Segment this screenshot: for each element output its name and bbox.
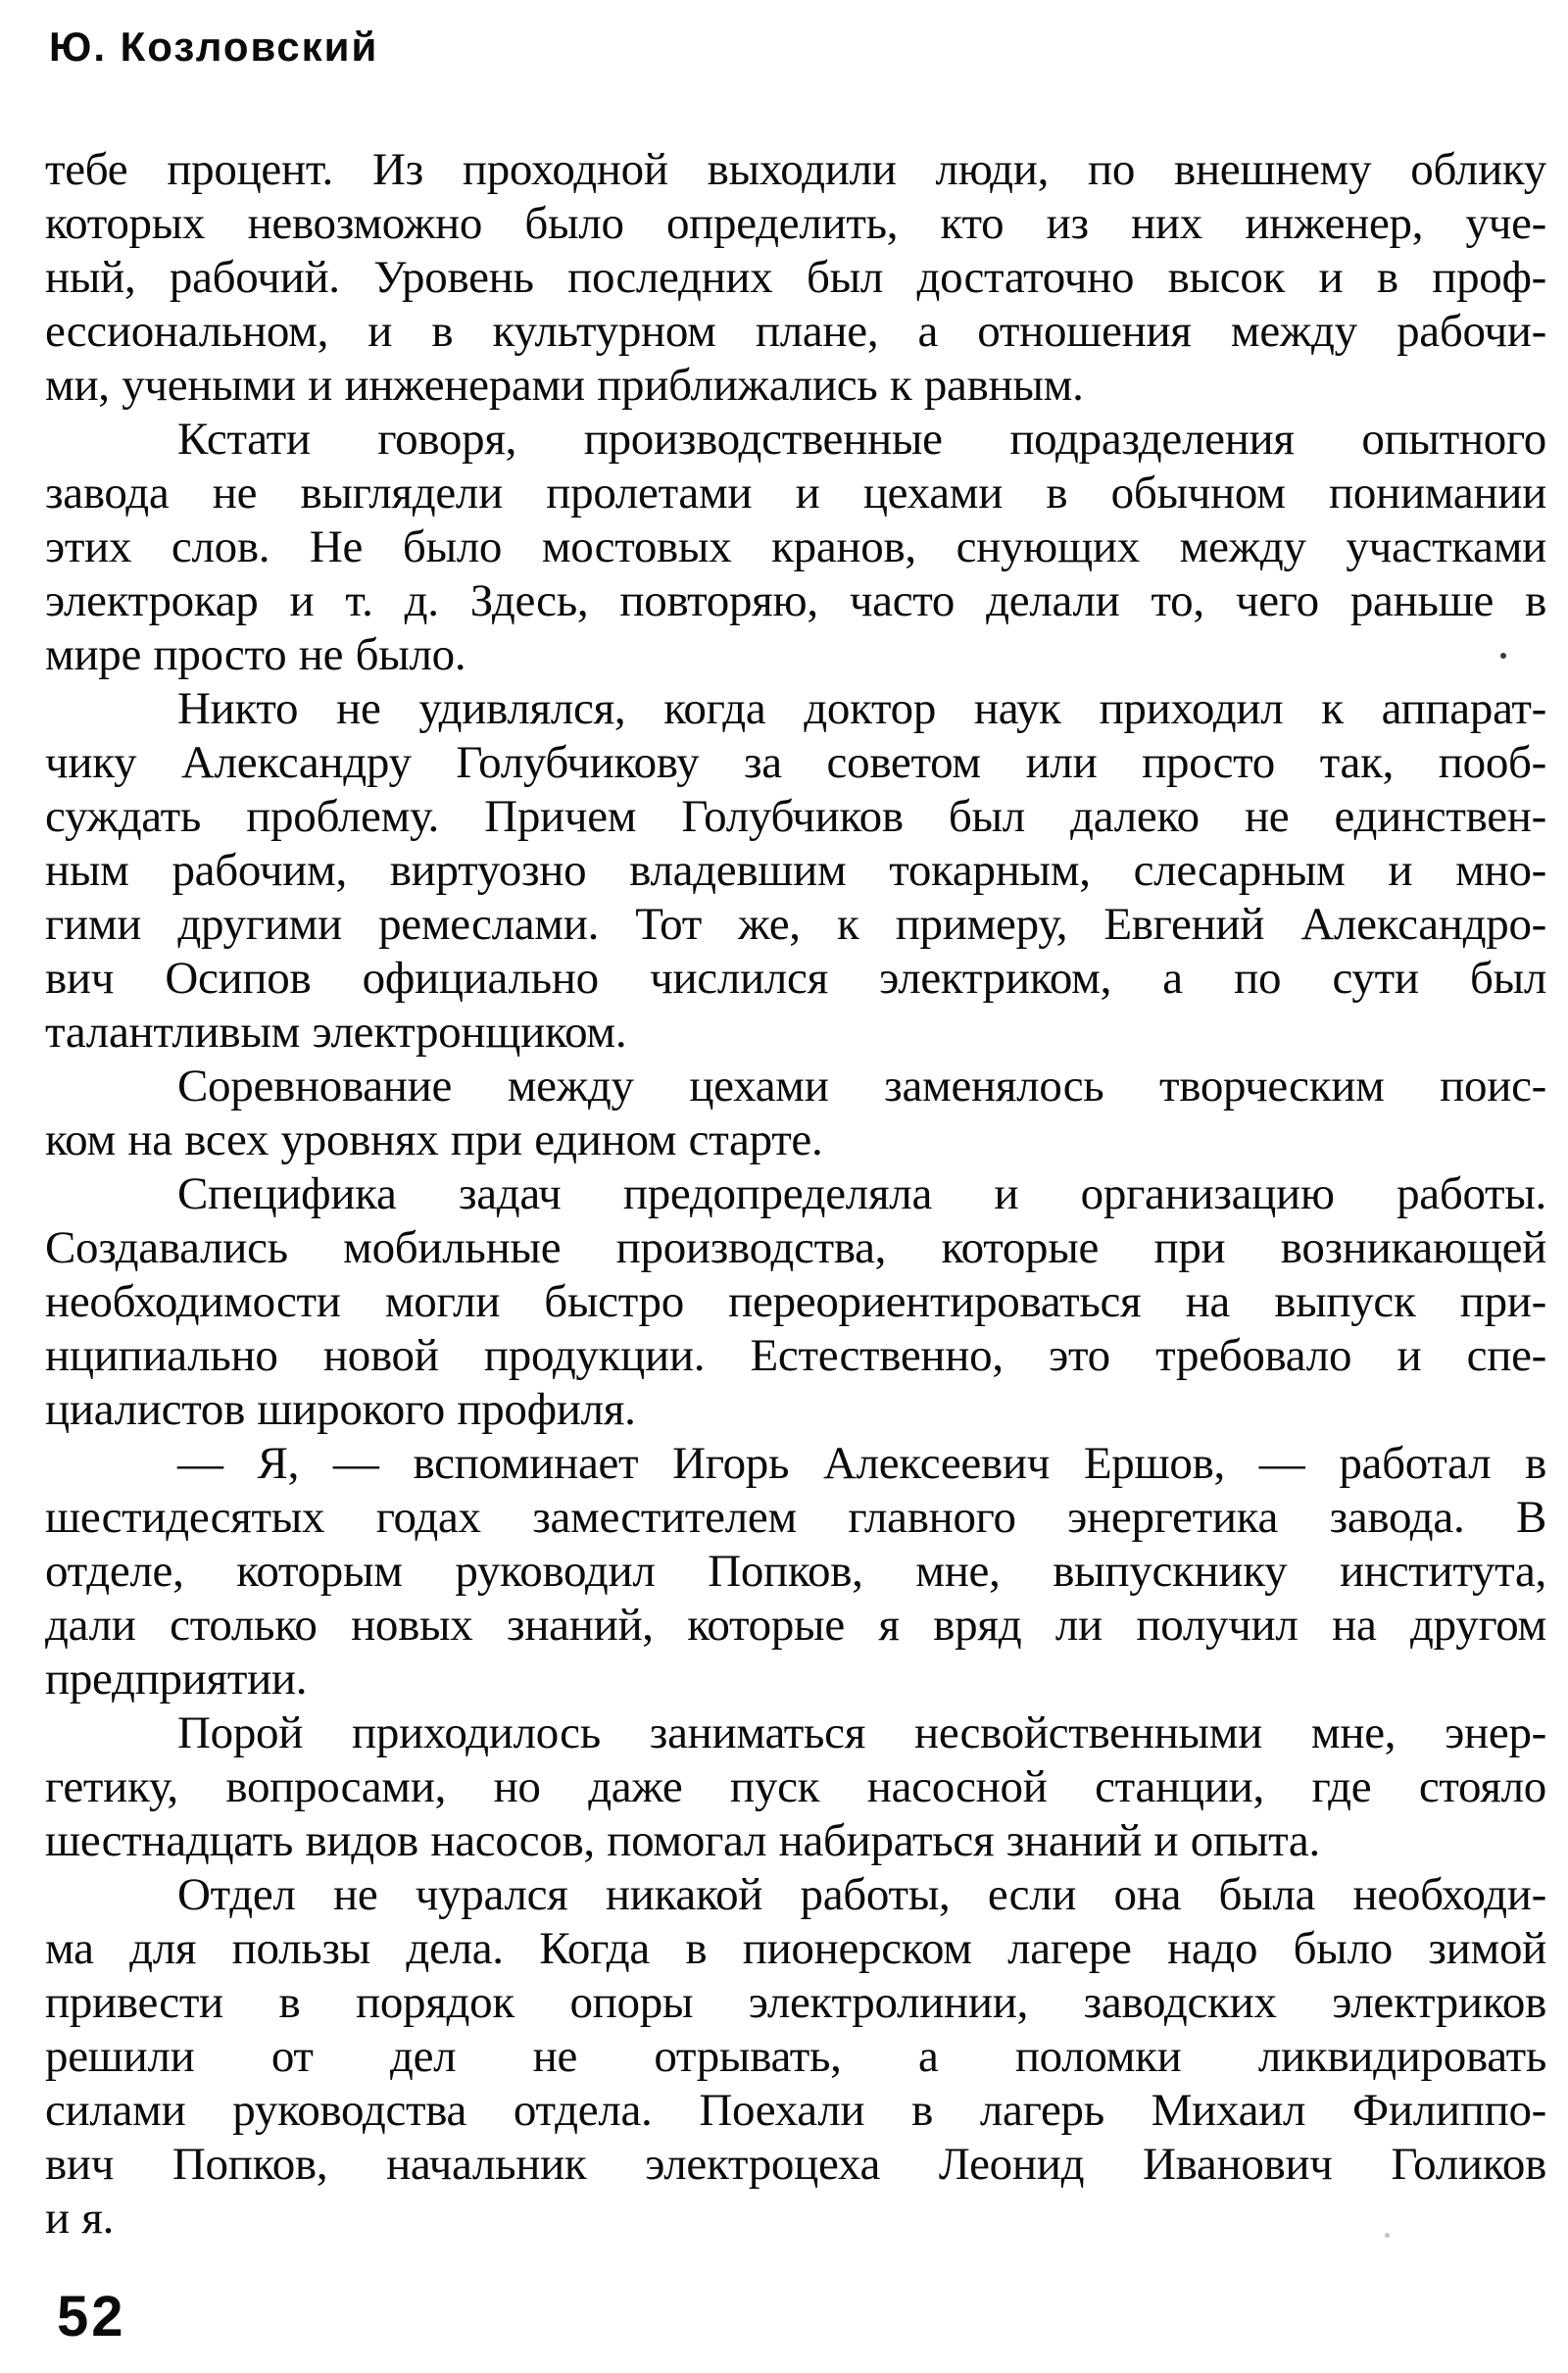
text-line: ми, учеными и инженерами приближались к равным. bbox=[45, 360, 1084, 411]
text-line: Никто не удивлялся, когда доктор наук приходил к аппарат- bbox=[177, 683, 1546, 734]
text-line: ным рабочим, виртуозно владевшим токарным, слесарным и мно- bbox=[45, 845, 1546, 896]
text-line: Создавались мобильные производства, которые при возникающей bbox=[45, 1222, 1546, 1273]
text-line: тебе процент. Из проходной выходили люди, по внешнему облику bbox=[45, 144, 1546, 195]
text-line: вич Попков, начальник электроцеха Леонид Иванович Голиков bbox=[45, 2139, 1546, 2190]
text-line: необходимости могли быстро переориентироваться на выпуск при- bbox=[45, 1276, 1546, 1327]
text-line: ма для пользы дела. Когда в пионерском лагере надо было зимой bbox=[45, 1923, 1546, 1974]
text-line: гими другими ремеслами. Тот же, к примеру, Евгений Александро- bbox=[45, 899, 1546, 950]
text-line: ком на всех уровнях при едином старте. bbox=[45, 1114, 823, 1165]
text-line: нципиально новой продукции. Естественно, это требовало и спе- bbox=[45, 1330, 1546, 1381]
text-line: ессиональном, и в культурном плане, а отношения между рабочи- bbox=[45, 306, 1546, 357]
text-line: мире просто не было. bbox=[45, 629, 466, 680]
text-line: электрокар и т. д. Здесь, повторяю, часто делали то, чего раньше в bbox=[45, 575, 1546, 626]
text-line: — Я, — вспоминает Игорь Алексеевич Ершов, — работал в bbox=[177, 1438, 1546, 1489]
text-line: Специфика задач предопределяла и организацию работы. bbox=[177, 1168, 1546, 1219]
text-line: Соревнование между цехами заменялось творческим поис- bbox=[177, 1061, 1546, 1112]
text-line: шестидесятых годах заместителем главного энергетика завода. В bbox=[45, 1492, 1546, 1543]
text-line: дали столько новых знаний, которые я вряд ли получил на другом bbox=[45, 1600, 1546, 1651]
text-body bbox=[45, 143, 1546, 2246]
text-line: суждать проблему. Причем Голубчиков был далеко не единствен- bbox=[45, 791, 1546, 842]
text-line: шестнадцать видов насосов, помогал набираться знаний и опыта. bbox=[45, 1815, 1320, 1866]
page-number: 52 bbox=[57, 2285, 126, 2348]
text-line: Порой приходилось заниматься несвойственными мне, энер- bbox=[177, 1707, 1546, 1758]
text-line: завода не выглядели пролетами и цехами в обычном понимании bbox=[45, 468, 1546, 519]
text-line: Кстати говоря, производственные подразделения опытного bbox=[177, 414, 1546, 465]
scan-artifact-dot bbox=[1500, 653, 1506, 659]
text-line: привести в порядок опоры электролинии, заводских электриков bbox=[45, 1977, 1546, 2028]
text-line: и я. bbox=[45, 2193, 115, 2244]
running-header-author: Ю. Козловский bbox=[49, 24, 379, 70]
text-line: отделе, которым руководил Попков, мне, выпускнику института, bbox=[45, 1546, 1546, 1597]
text-line: чику Александру Голубчикову за советом или просто так, пооб- bbox=[45, 737, 1546, 788]
text-line: ный, рабочий. Уровень последних был достаточно высок и в проф- bbox=[45, 252, 1546, 303]
text-line: циалистов широкого профиля. bbox=[45, 1384, 636, 1435]
text-line: этих слов. Не было мостовых кранов, снующих между участками bbox=[45, 521, 1546, 572]
text-line: Отдел не чурался никакой работы, если она была необходи- bbox=[177, 1869, 1546, 1920]
text-line: предприятии. bbox=[45, 1654, 308, 1705]
text-line: вич Осипов официально числился электриком, а по сути был bbox=[45, 953, 1546, 1004]
scan-artifact-dot bbox=[1385, 2233, 1390, 2238]
text-line: талантливым электронщиком. bbox=[45, 1007, 627, 1058]
text-line: решили от дел не отрывать, а поломки ликвидировать bbox=[45, 2031, 1546, 2082]
text-line: силами руководства отдела. Поехали в лагерь Михаил Филиппо- bbox=[45, 2085, 1546, 2136]
text-line: которых невозможно было определить, кто из них инженер, уче- bbox=[45, 198, 1546, 249]
text-line: гетику, вопросами, но даже пуск насосной станции, где стояло bbox=[45, 1761, 1546, 1812]
